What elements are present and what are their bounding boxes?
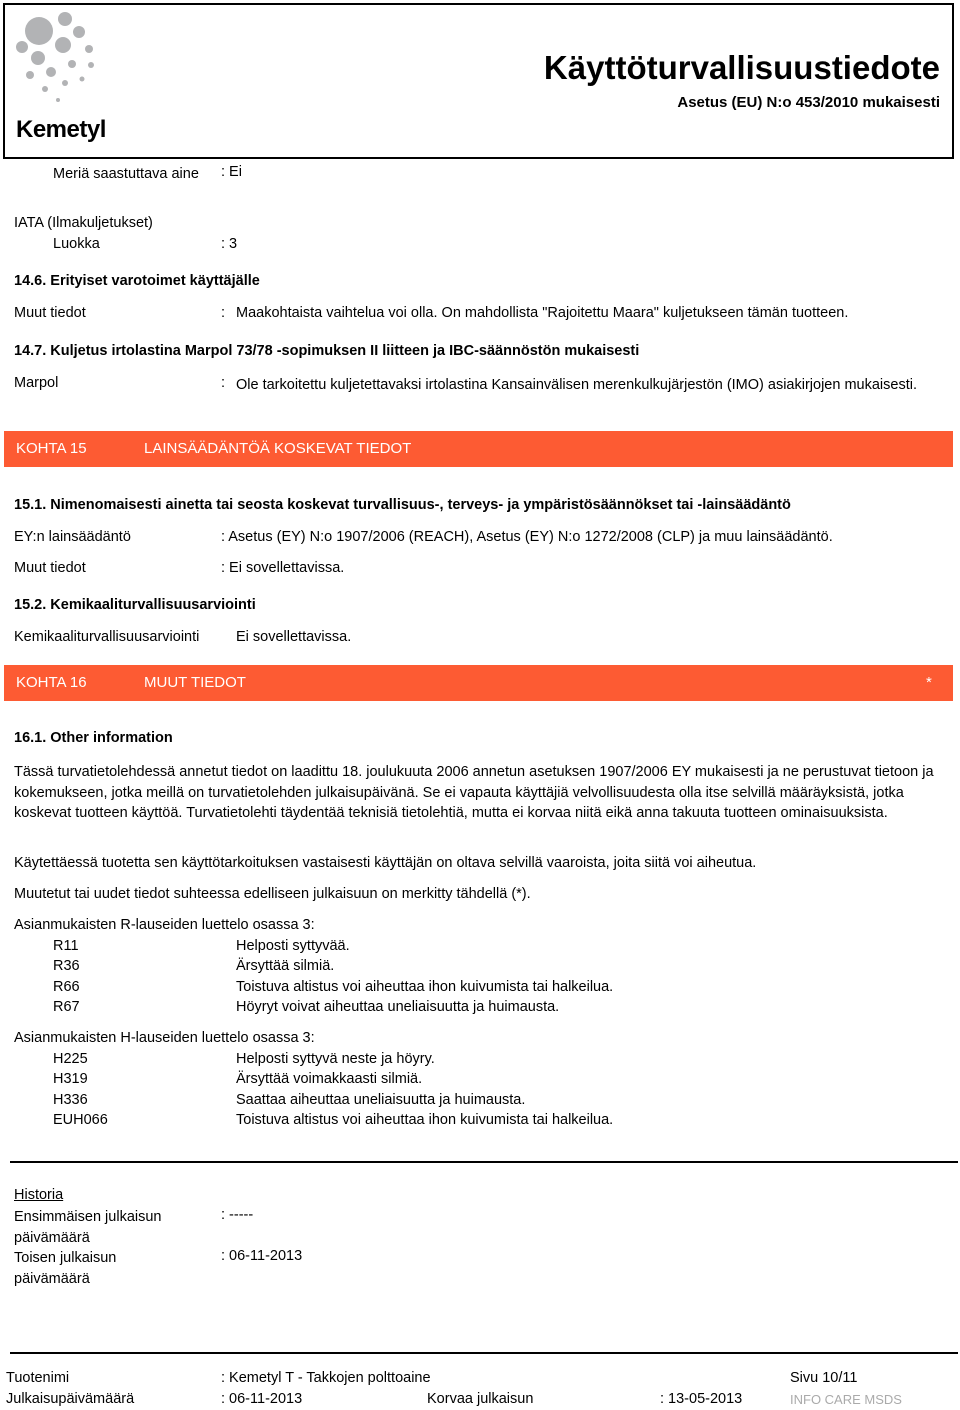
- second-issue-value: : 06-11-2013: [221, 1248, 303, 1264]
- h-phrase-code: EUH066: [53, 1112, 108, 1128]
- marpol-label: Marpol: [14, 375, 59, 391]
- footer-date-label: Julkaisupäivämäärä: [6, 1391, 135, 1407]
- section-16-1-heading: 16.1. Other information: [14, 730, 173, 746]
- r-phrase-code: R67: [53, 999, 80, 1015]
- muut-tiedot-colon: :: [221, 305, 226, 321]
- info-paragraph-1: Tässä turvatietolehdessä annetut tiedot on laadittu 18. joulukuuta 2006 annetun asetuksen 1907/2006 EY mukaisesti ja ne perustuvat tietoon ja kokemukseen, jotka meillä on turvatietolehden julkaisupäivänä. Se ei vapauta käyttäjiä velvollisuudesta olla itse selvillä määräyksistä, jotka koskevat tuotteen käyttöä. Turvatietolehti täydentää teknisiä tietolehtiä, mutta ei korvaa niitä eikä anna takuuta tuotteen ominaisuuksista.: [14, 764, 934, 821]
- iata-label: IATA (Ilmakuljetukset): [14, 215, 153, 231]
- section-14-7-heading: 14.7. Kuljetus irtolastina Marpol 73/78 -sopimuksen II liitteen ja IBC-säännöstön mukaisesti: [14, 343, 640, 359]
- r-phrase-code: R66: [53, 979, 80, 995]
- document-header: [3, 3, 954, 159]
- info-paragraph-2: Käytettäessä tuotetta sen käyttötarkoituksen vastaisesti käyttäjän on oltava selvillä vaaroista, joita siitä voi aiheutua.: [14, 855, 757, 871]
- meria-saastuttava-value: : Ei: [221, 164, 242, 180]
- logo-wordmark: Kemetyl: [16, 116, 106, 143]
- footer-date-value: : 06-11-2013: [221, 1391, 303, 1407]
- r-phrase-text: Ärsyttää silmiä.: [236, 958, 335, 974]
- history-heading: Historia: [14, 1187, 64, 1203]
- kemikaaliturvallisuusarviointi-value: Ei sovellettavissa.: [236, 629, 352, 645]
- h-phrase-text: Saattaa aiheuttaa uneliaisuutta ja huimausta.: [236, 1092, 526, 1108]
- h-phrase-text: Toistuva altistus voi aiheuttaa ihon kuivumista tai halkeilua.: [236, 1112, 614, 1128]
- r-phrases-heading: Asianmukaisten R-lauseiden luettelo osassa 3:: [14, 917, 315, 933]
- first-issue-label: Ensimmäisen julkaisun päivämäärä: [14, 1209, 162, 1246]
- document-title: Käyttöturvallisuustiedote: [543, 49, 940, 86]
- h-phrase-text: Ärsyttää voimakkaasti silmiä.: [236, 1071, 423, 1087]
- footer-product-label: Tuotenimi: [6, 1370, 70, 1386]
- h-phrase-code: H336: [53, 1092, 88, 1108]
- info-paragraph-3: Muutetut tai uudet tiedot suhteessa edelliseen julkaisuun on merkitty tähdellä (*).: [14, 886, 531, 902]
- footer-product-value: : Kemetyl T - Takkojen polttoaine: [221, 1370, 431, 1386]
- muut-tiedot-value: Maakohtaista vaihtelua voi olla. On mahdollista "Rajoitettu Maara" kuljetukseen tämän tuotteen.: [236, 305, 849, 321]
- r-phrase-text: Toistuva altistus voi aiheuttaa ihon kuivumista tai halkeilua.: [236, 979, 614, 995]
- section-15-bar: [4, 431, 953, 467]
- section-15-1-heading: 15.1. Nimenomaisesti ainetta tai seosta koskevat turvallisuus-, terveys- ja ympäristösäännökset tai -lainsäädäntö: [14, 497, 791, 513]
- h-phrase-code: H319: [53, 1071, 88, 1087]
- r-phrase-code: R36: [53, 958, 80, 974]
- document-subtitle: Asetus (EU) N:o 453/2010 mukaisesti: [677, 94, 940, 111]
- r-phrase-text: Helposti syttyvää.: [236, 938, 350, 954]
- h-phrase-code: H225: [53, 1051, 88, 1067]
- section-16-number: KOHTA 16: [16, 674, 87, 691]
- luokka-value: : 3: [221, 236, 238, 252]
- h-phrases-heading: Asianmukaisten H-lauseiden luettelo osassa 3:: [14, 1030, 315, 1046]
- meria-saastuttava-label: Meriä saastuttava aine: [53, 166, 199, 182]
- section-15-2-heading: 15.2. Kemikaaliturvallisuusarviointi: [14, 597, 256, 613]
- section-16-bar: [4, 665, 953, 701]
- ey-lainsaadanto-label: EY:n lainsäädäntö: [14, 529, 131, 545]
- section-14-6-heading: 14.6. Erityiset varotoimet käyttäjälle: [14, 273, 260, 289]
- footer-source: INFO CARE MSDS: [790, 1392, 902, 1407]
- muut-tiedot-15-value: : Ei sovellettavissa.: [221, 560, 345, 576]
- changed-star: *: [926, 674, 932, 691]
- second-issue-label: Toisen julkaisun päivämäärä: [14, 1250, 117, 1287]
- marpol-value: Ole tarkoitettu kuljetettavaksi irtolastina Kansainvälisen merenkulkujärjestön (IMO) asiakirjojen mukaisesti.: [236, 377, 917, 393]
- footer-page-number: Sivu 10/11: [790, 1370, 858, 1386]
- first-issue-value: : -----: [221, 1207, 254, 1223]
- section-15-title: LAINSÄÄDÄNTÖÄ KOSKEVAT TIEDOT: [144, 440, 412, 457]
- h-phrase-text: Helposti syttyvä neste ja höyry.: [236, 1051, 435, 1067]
- r-phrase-text: Höyryt voivat aiheuttaa uneliaisuutta ja huimausta.: [236, 999, 560, 1015]
- marpol-colon: :: [221, 375, 226, 391]
- muut-tiedot-15-label: Muut tiedot: [14, 560, 86, 576]
- footer-divider: [10, 1352, 958, 1354]
- footer-replaces-value: : 13-05-2013: [660, 1391, 743, 1407]
- footer-replaces-label: Korvaa julkaisun: [427, 1391, 534, 1407]
- luokka-label: Luokka: [53, 236, 100, 252]
- kemikaaliturvallisuusarviointi-label: Kemikaaliturvallisuusarviointi: [14, 629, 200, 645]
- ey-lainsaadanto-value: : Asetus (EY) N:o 1907/2006 (REACH), Asetus (EY) N:o 1272/2008 (CLP) ja muu lainsäädäntö.: [221, 529, 833, 545]
- muut-tiedot-label: Muut tiedot: [14, 305, 86, 321]
- r-phrase-code: R11: [53, 938, 79, 954]
- divider: [10, 1161, 958, 1163]
- section-16-title: MUUT TIEDOT: [144, 674, 246, 691]
- section-15-number: KOHTA 15: [16, 440, 87, 457]
